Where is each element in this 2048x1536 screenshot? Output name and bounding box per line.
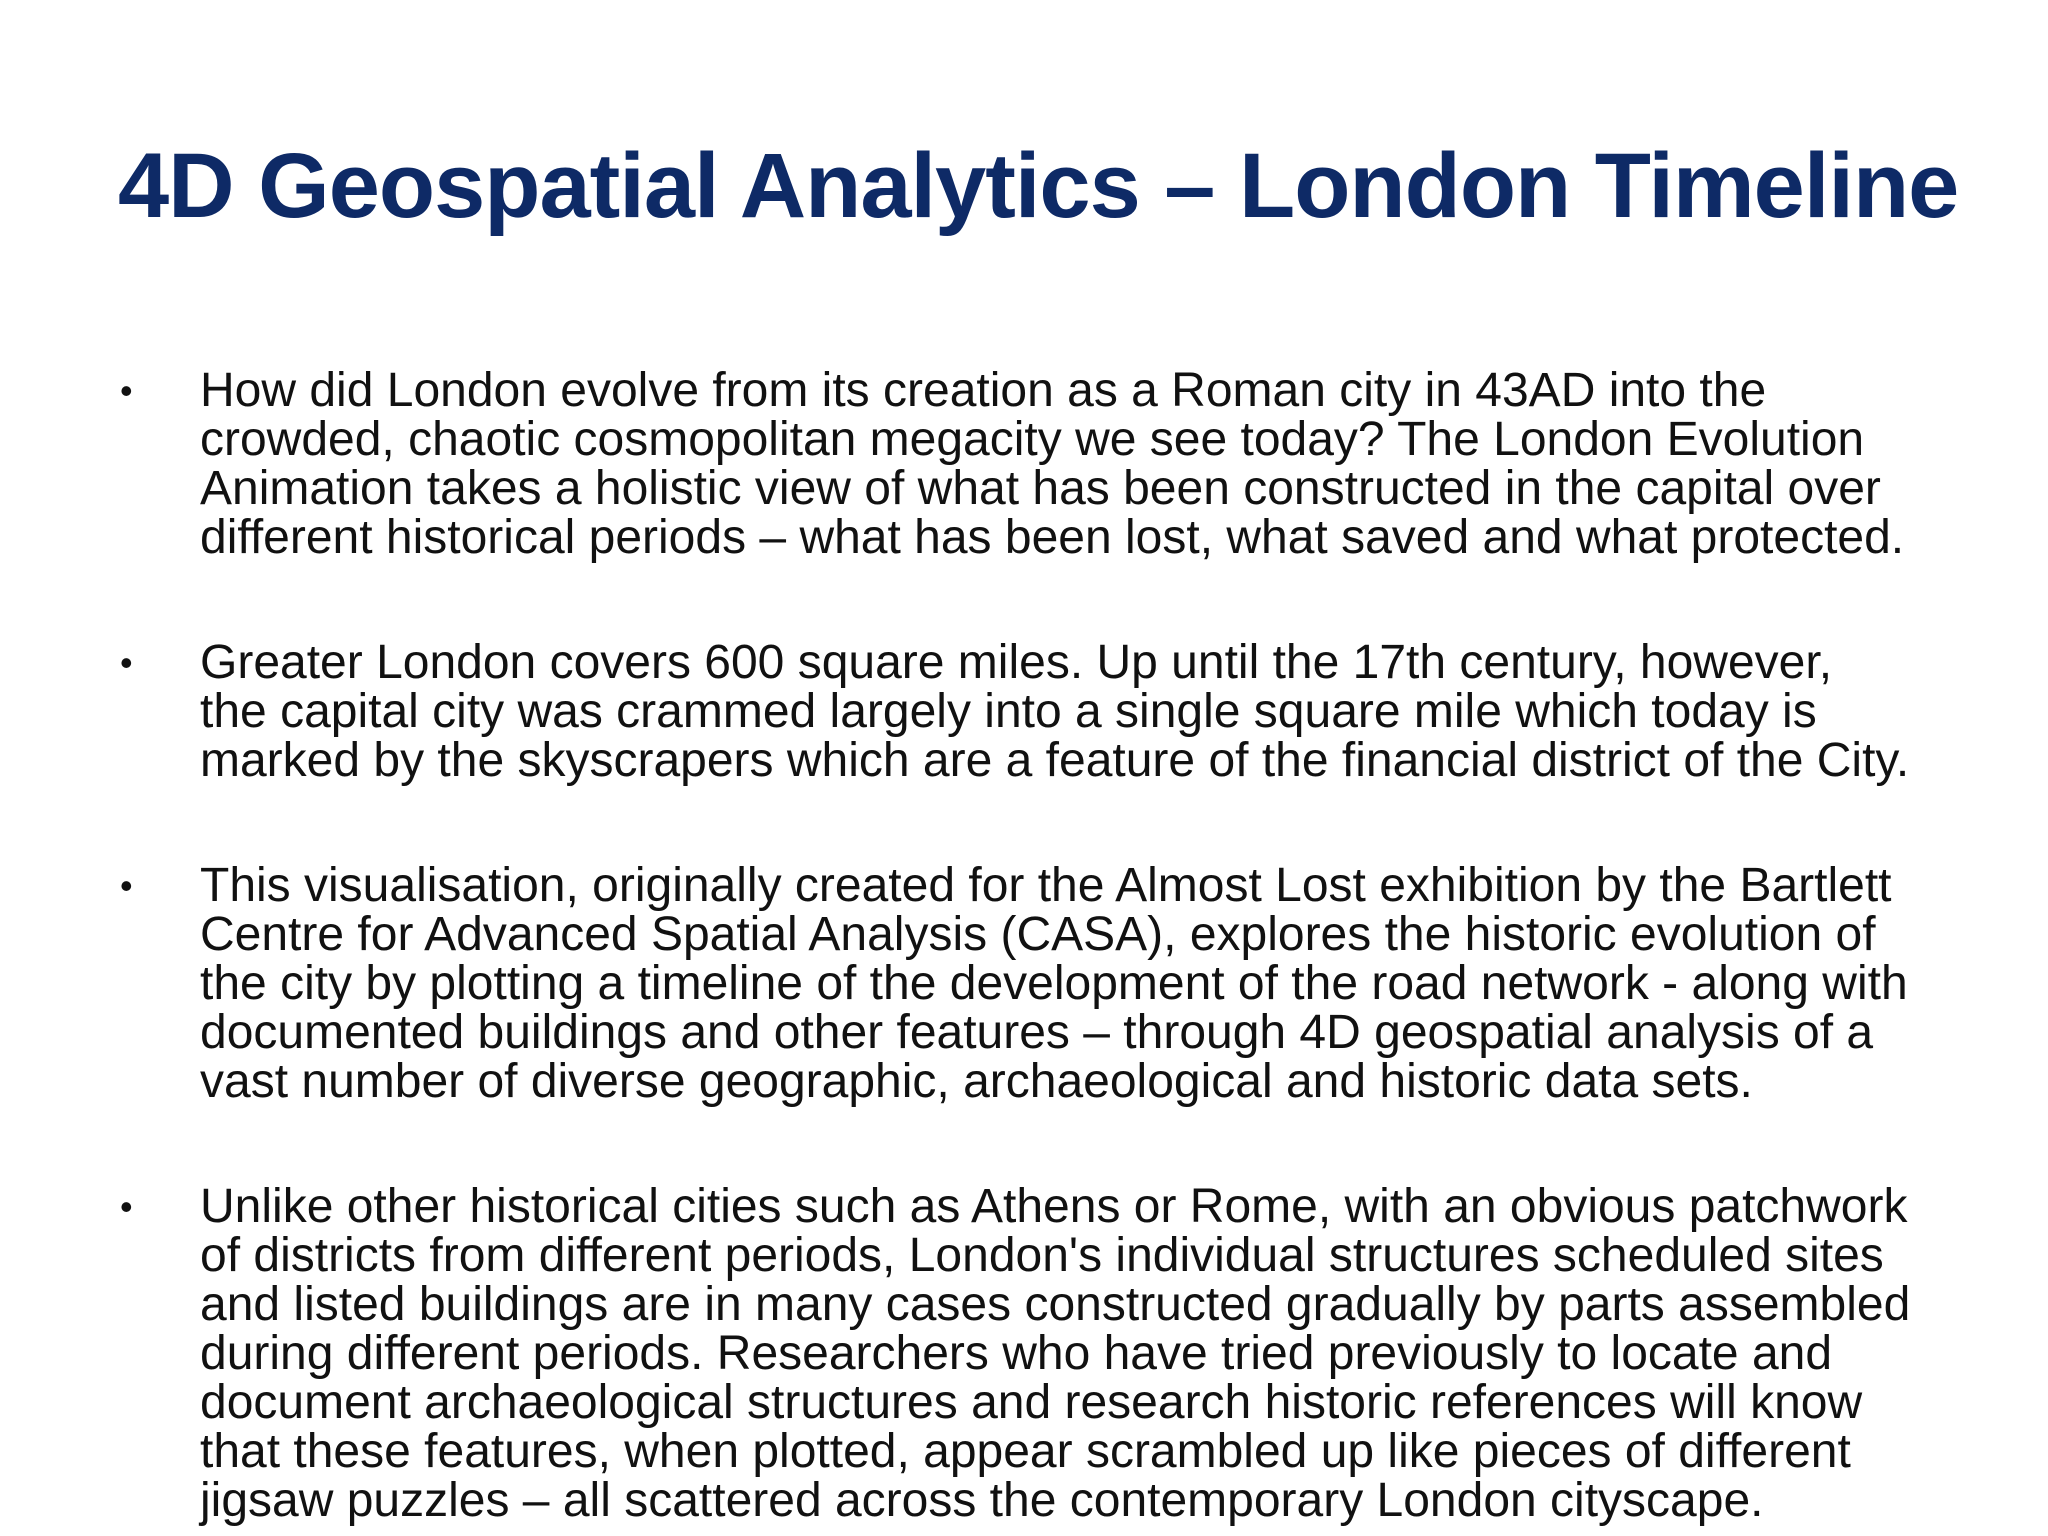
bullet-line: the capital city was crammed largely into a single square mile which today is (200, 685, 1817, 738)
bullet-line: Greater London covers 600 square miles. Up until the 17th century, however, (200, 636, 1833, 689)
bullet-line: different historical periods – what has been lost, what saved and what protected. (200, 511, 1905, 564)
bullet-line: vast number of diverse geographic, archaeological and historic data sets. (200, 1055, 1753, 1108)
bullet-marker: • (120, 865, 133, 906)
bullet-item (120, 1180, 2035, 1527)
bullet-line: Animation takes a holistic view of what has been constructed in the capital over (200, 462, 1881, 515)
bullet-line: that these features, when plotted, appear scrambled up like pieces of different (200, 1425, 1851, 1478)
bullet-item (120, 859, 2035, 1108)
bullet-line: of districts from different periods, London's individual structures scheduled sites (200, 1229, 1884, 1282)
slide-title: 4D Geospatial Analytics – London Timeline (118, 135, 1959, 237)
bullet-line: documented buildings and other features – through 4D geospatial analysis of a (200, 1006, 1874, 1059)
bullet-line: document archaeological structures and research historic references will know (200, 1376, 1863, 1429)
bullet-line: How did London evolve from its creation as a Roman city in 43AD into the (200, 364, 1767, 417)
bullet-marker: • (120, 1186, 133, 1227)
bullet-item (120, 636, 2035, 787)
bullet-marker: • (120, 642, 133, 683)
bullet-line: crowded, chaotic cosmopolitan megacity we see today? The London Evolution (200, 413, 1865, 466)
bullet-line: during different periods. Researchers who have tried previously to locate and (200, 1327, 1833, 1380)
bullet-line: marked by the skyscrapers which are a feature of the financial district of the City. (200, 734, 1910, 787)
bullet-line: This visualisation, originally created for the Almost Lost exhibition by the Bartlett (200, 859, 1892, 912)
bullet-line: the city by plotting a timeline of the development of the road network - along with (200, 957, 1908, 1010)
bullet-marker: • (120, 370, 133, 411)
bullet-line: Centre for Advanced Spatial Analysis (CASA), explores the historic evolution of (200, 908, 1876, 961)
bullet-line: jigsaw puzzles – all scattered across the contemporary London cityscape. (200, 1474, 1764, 1527)
bullet-item (120, 364, 2035, 564)
bullet-line: Unlike other historical cities such as Athens or Rome, with an obvious patchwork (200, 1180, 1908, 1233)
bullet-line: and listed buildings are in many cases constructed gradually by parts assembled (200, 1278, 1911, 1331)
